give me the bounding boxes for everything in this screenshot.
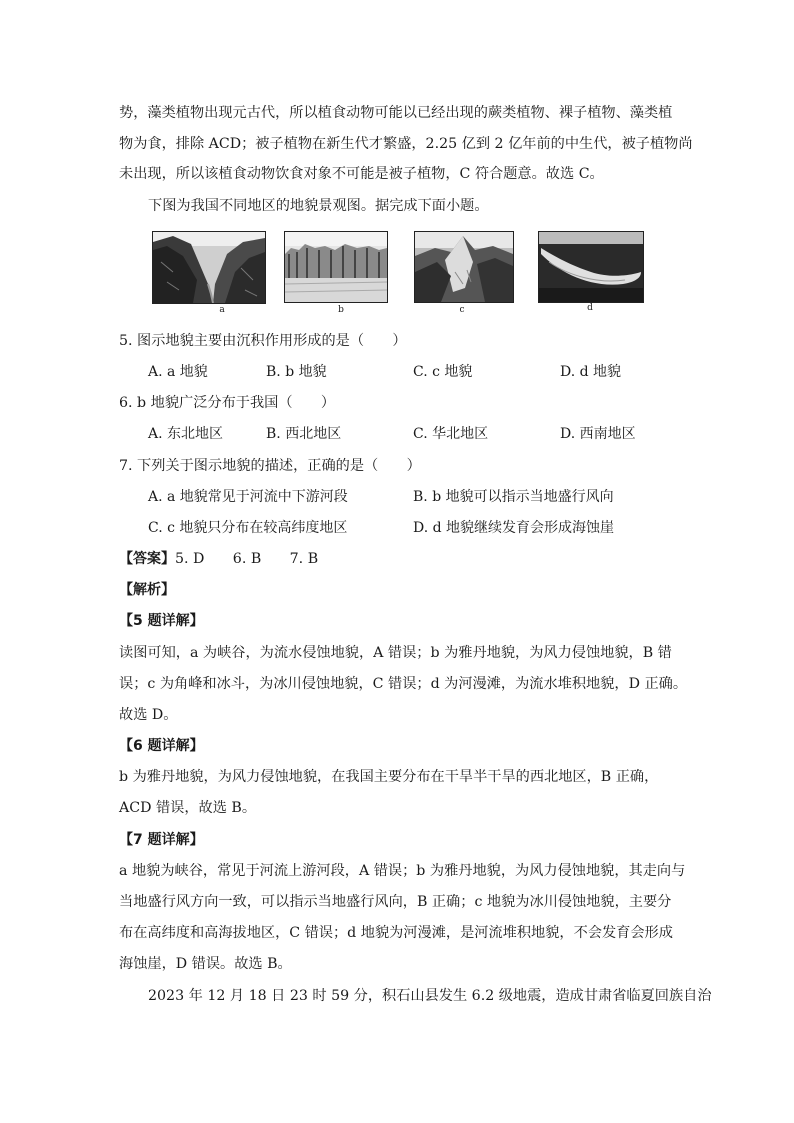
question-5-stem: 5. 图示地貌主要由沉积作用形成的是（ ） <box>119 333 407 349</box>
detail-6-label: 【6 题详解】 <box>119 738 204 754</box>
detail-5-line: 读图可知，a 为峡谷，为流水侵蚀地貌，A 错误；b 为雅丹地貌，为风力侵蚀地貌，B 错 <box>119 645 672 661</box>
detail-6-line: b 为雅丹地貌，为风力侵蚀地貌，在我国主要分布在干旱半干旱的西北地区，B 正确， <box>119 769 659 785</box>
q7-option-c: C. c 地貌只分布在较高纬度地区 <box>148 520 348 536</box>
photo-c-horn-cirque <box>414 231 514 303</box>
q6-option-b: B. 西北地区 <box>266 426 342 442</box>
photo-b-yardang <box>284 231 388 303</box>
paragraph-line: 势，藻类植物出现元古代，所以植食动物可能以已经出现的蕨类植物、裸子植物、藻类植 <box>119 105 673 121</box>
detail-7-line: 布在高纬度和高海拔地区，C 错误；d 地貌为河漫滩，是河流堆积地貌，不会发育会形成 <box>119 925 673 941</box>
closing-paragraph: 2023 年 12 月 18 日 23 时 59 分，积石山县发生 6.2 级地震，造成甘肃省临夏回族自治 <box>148 988 712 1004</box>
detail-7-label: 【7 题详解】 <box>119 832 204 848</box>
question-7-stem: 7. 下列关于图示地貌的描述，正确的是（ ） <box>119 458 421 474</box>
q6-option-d: D. 西南地区 <box>560 426 636 442</box>
caption-b: b <box>338 305 344 315</box>
answer-text: 5. D 6. B 7. B <box>175 551 319 567</box>
detail-6-line: ACD 错误，故选 B。 <box>119 800 257 816</box>
q5-option-a: A. a 地貌 <box>148 364 208 380</box>
question-6-stem: 6. b 地貌广泛分布于我国（ ） <box>119 395 336 411</box>
q6-option-c: C. 华北地区 <box>413 426 489 442</box>
detail-7-line: 海蚀崖，D 错误。故选 B。 <box>119 956 292 972</box>
q5-option-b: B. b 地貌 <box>266 364 327 380</box>
paragraph-line: 未出现，所以该植食动物饮食对象不可能是被子植物，C 符合题意。故选 C。 <box>119 166 604 182</box>
photo-d-floodplain <box>538 231 644 303</box>
q7-option-d: D. d 地貌继续发育会形成海蚀崖 <box>413 520 615 536</box>
q7-option-a: A. a 地貌常见于河流中下游河段 <box>148 489 348 505</box>
detail-5-line: 误；c 为角峰和冰斗，为冰川侵蚀地貌，C 错误；d 为河漫滩，为流水堆积地貌，D 正确。 <box>119 676 688 692</box>
q7-option-b: B. b 地貌可以指示当地盛行风向 <box>413 489 614 505</box>
q6-option-a: A. 东北地区 <box>148 426 224 442</box>
caption-d: d <box>587 303 593 313</box>
q5-option-c: C. c 地貌 <box>413 364 473 380</box>
photo-a-canyon <box>152 231 266 304</box>
paragraph-line: 物为食，排除 ACD；被子植物在新生代才繁盛，2.25 亿到 2 亿年前的中生代，被子植物尚 <box>119 136 693 152</box>
q5-option-d: D. d 地貌 <box>560 364 622 380</box>
detail-5-line: 故选 D。 <box>119 707 178 723</box>
detail-7-line: a 地貌为峡谷，常见于河流上游河段，A 错误；b 为雅丹地貌，为风力侵蚀地貌，其走向与 <box>119 863 686 879</box>
answer-label: 【答案】 <box>119 551 175 567</box>
detail-5-label: 【5 题详解】 <box>119 613 204 629</box>
analysis-label: 【解析】 <box>119 582 175 598</box>
caption-a: a <box>219 305 225 315</box>
intro-text: 下图为我国不同地区的地貌景观图。据完成下面小题。 <box>148 198 489 214</box>
detail-7-line: 当地盛行风方向一致，可以指示当地盛行风向，B 正确；c 地貌为冰川侵蚀地貌，主要分 <box>119 894 672 910</box>
caption-c: c <box>459 305 465 315</box>
answer-line <box>119 549 318 569</box>
